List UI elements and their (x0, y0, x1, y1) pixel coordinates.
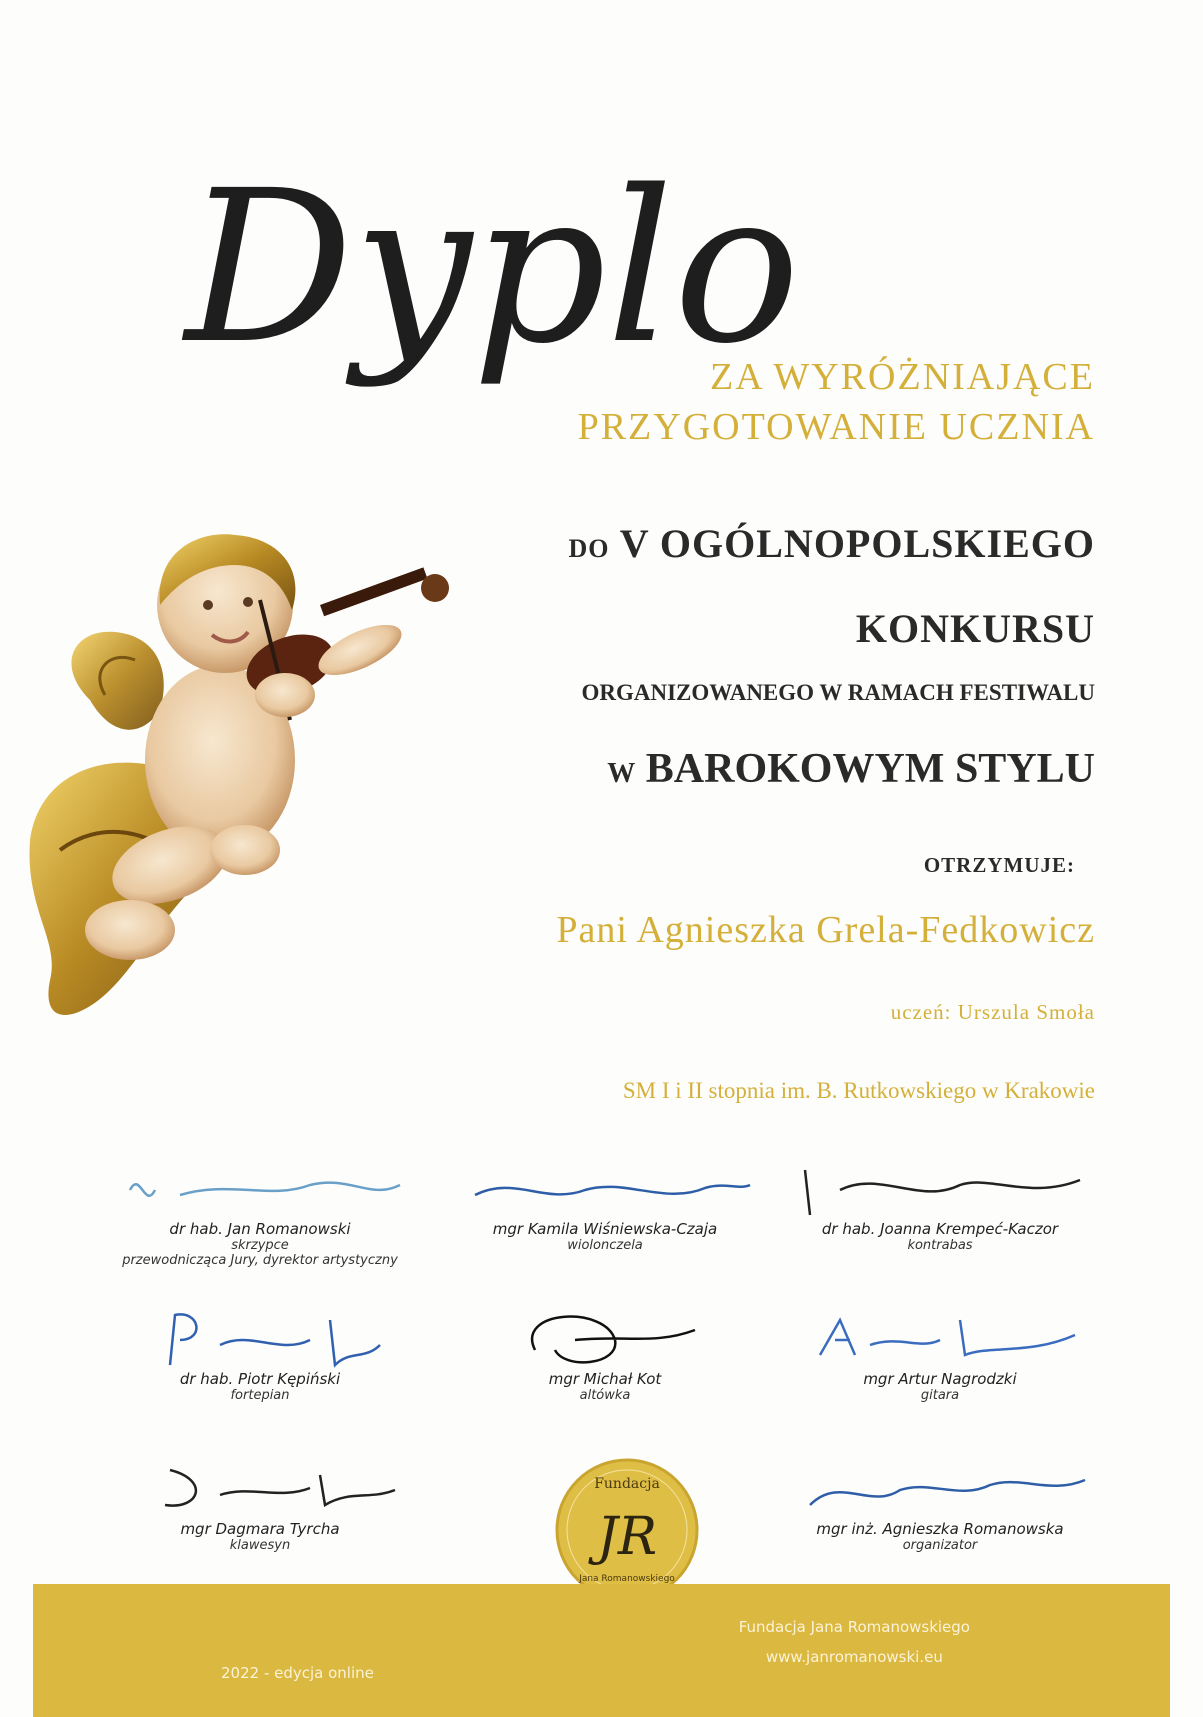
footer-band (33, 1584, 1170, 1717)
competition-line-3: ORGANIZOWANEGO W RAMACH FESTIWALU (581, 680, 1095, 705)
signature-scribble-8 (790, 1460, 1090, 1520)
competition-line-4 (607, 745, 1095, 793)
competition-line-2: KONKURSU (855, 606, 1095, 651)
signatory-name-7: mgr Dagmara Tyrcha (180, 1520, 340, 1538)
cherub-violinist-image (20, 510, 490, 1070)
competition-line-1-prefix: DO (568, 534, 610, 563)
student-label: uczeń: (890, 1000, 952, 1024)
signature-scribble-4 (110, 1310, 410, 1370)
signatory-role-5: altówka (579, 1388, 631, 1403)
signatory-role-1b: przewodnicząca Jury, dyrektor artystyczny (122, 1253, 398, 1268)
signature-block-4 (80, 1310, 440, 1403)
signatory-name-2: mgr Kamila Wiśniewska-Czaja (492, 1220, 718, 1238)
footer-org-block (739, 1612, 970, 1672)
signature-scribble-7 (110, 1460, 410, 1520)
signature-block-3 (760, 1160, 1120, 1253)
competition-line-1-main: V OGÓLNOPOLSKIEGO (619, 521, 1095, 566)
signature-scribble-1 (110, 1160, 410, 1220)
signature-scribble-5 (455, 1310, 755, 1370)
seal-monogram: JR (597, 1507, 657, 1567)
signatory-name-5: mgr Michał Kot (548, 1370, 662, 1388)
recipient-name: Pani Agnieszka Grela-Fedkowicz (556, 909, 1095, 951)
signature-block-1 (80, 1160, 440, 1268)
signatory-role-7: klawesyn (229, 1538, 291, 1553)
competition-line-4-main: BAROKOWYM STYLU (645, 746, 1095, 792)
footer-org-name: Fundacja Jana Romanowskiego (738, 1618, 970, 1636)
signatory-role-6: gitara (920, 1388, 960, 1403)
award-subtitle (578, 352, 1095, 452)
signatory-role-1: skrzypce (231, 1238, 289, 1253)
signatory-name-6: mgr Artur Nagrodzki (863, 1370, 1017, 1388)
signature-block-2 (425, 1160, 785, 1253)
signature-block-7 (80, 1460, 440, 1553)
signatory-name-8: mgr inż. Agnieszka Romanowska (816, 1520, 1064, 1538)
seal-bottom-text: Jana Romanowskiego (579, 1574, 675, 1584)
signature-scribble-2 (455, 1160, 755, 1220)
footer-url: www.janromanowski.eu (765, 1648, 943, 1666)
signature-block-6 (760, 1310, 1120, 1403)
signatory-role-2: wiolonczela (567, 1238, 643, 1253)
student-line (891, 1000, 1095, 1025)
signature-scribble-3 (790, 1160, 1090, 1220)
seal-top-text: Fundacja (594, 1476, 660, 1492)
signature-scribble-6 (790, 1310, 1090, 1370)
signatory-role-4: fortepian (230, 1388, 290, 1403)
competition-line-1 (568, 520, 1095, 567)
signatory-role-3: kontrabas (907, 1238, 973, 1253)
subtitle-line-2: PRZYGOTOWANIE UCZNIA (577, 406, 1095, 448)
student-name: Urszula Smoła (957, 1000, 1095, 1024)
title-text: Dyplo (185, 145, 795, 390)
competition-line-4-prefix: W (607, 758, 636, 789)
foundation-seal-logo (553, 1456, 701, 1604)
signatory-name-4: dr hab. Piotr Kępiński (179, 1370, 341, 1388)
signature-block-5 (425, 1310, 785, 1403)
signature-block-8 (760, 1460, 1120, 1553)
signatory-role-8: organizator (902, 1538, 978, 1553)
edition-text: 2022 - edycja online (221, 1664, 374, 1682)
receives-label: OTRZYMUJE: (923, 853, 1075, 877)
subtitle-line-1: ZA WYRÓŻNIAJĄCE (709, 356, 1095, 398)
school-name: SM I i II stopnia im. B. Rutkowskiego w Krakowie (622, 1078, 1095, 1103)
signatory-name-3: dr hab. Joanna Krempeć-Kaczor (821, 1220, 1059, 1238)
signatory-name-1: dr hab. Jan Romanowski (169, 1220, 351, 1238)
